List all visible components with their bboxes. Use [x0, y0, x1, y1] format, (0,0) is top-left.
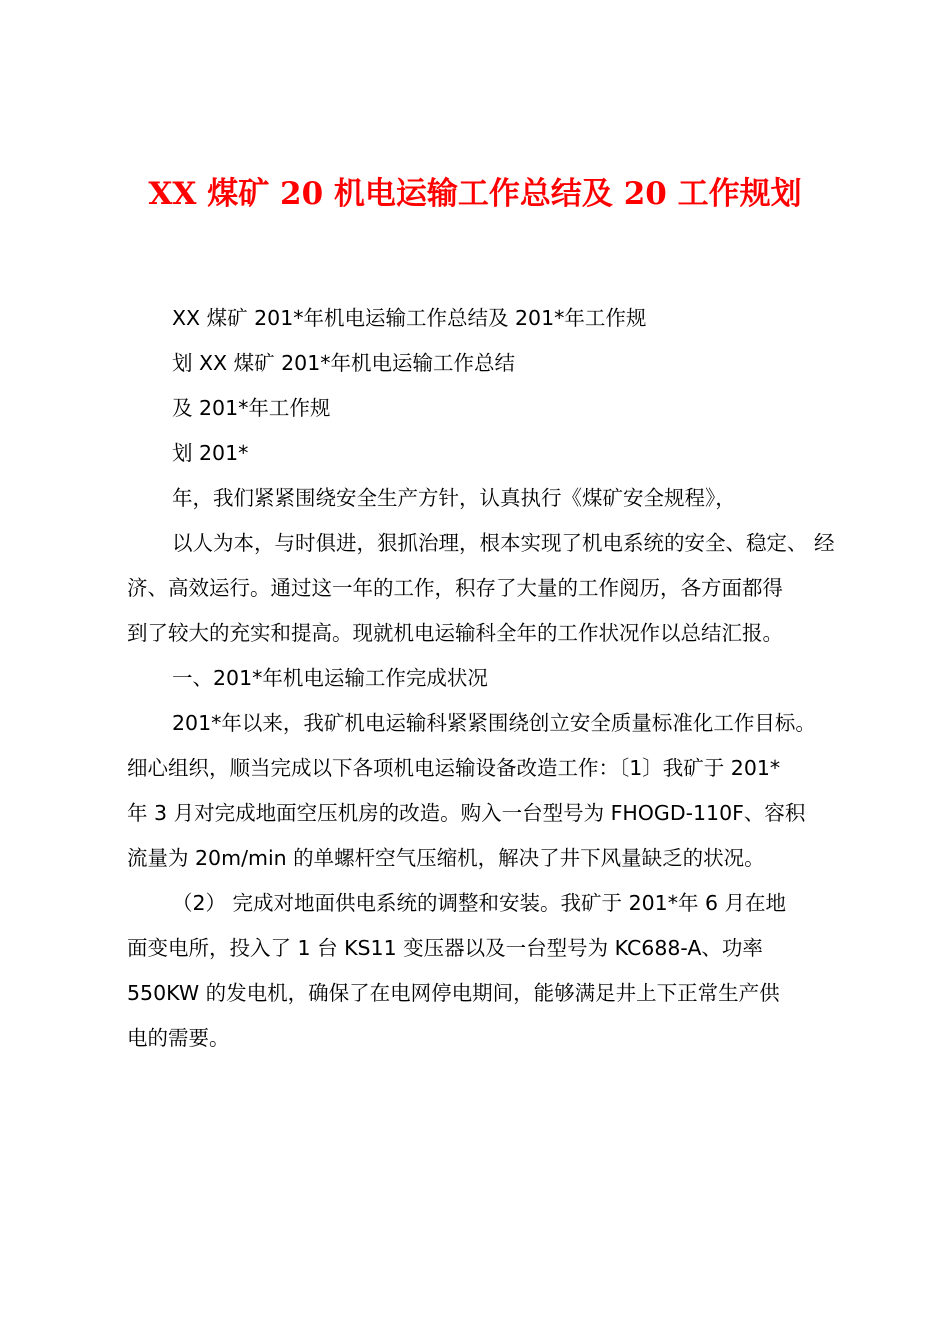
body-line: 流量为 20m/min 的单螺杆空气压缩机，解决了井下风量缺乏的状况。 [127, 846, 765, 870]
body-line: XX 煤矿 201*年机电运输工作总结及 201*年工作规 [172, 306, 647, 330]
body-line: 到了较大的充实和提高。现就机电运输科全年的工作状况作以总结汇报。 [127, 621, 783, 645]
body-line: （2） 完成对地面供电系统的调整和安装。我矿于 201*年 6 月在地 [172, 891, 787, 915]
document-title: XX 煤矿 20 机电运输工作总结及 20 工作规划 [148, 176, 802, 212]
section-heading: 一、201*年机电运输工作完成状况 [172, 666, 488, 690]
body-line: 以人为本，与时俱进，狠抓治理，根本实现了机电系统的安全、稳定、 经 [172, 531, 835, 555]
body-line: 面变电所，投入了 1 台 KS11 变压器以及一台型号为 KC688-A、功率 [127, 936, 763, 960]
body-line: 550KW 的发电机，确保了在电网停电期间，能够满足井上下正常生产供 [127, 981, 780, 1005]
body-line: 201*年以来，我矿机电运输科紧紧围绕创立安全质量标准化工作目标。 [172, 711, 816, 735]
body-line: 划 XX 煤矿 201*年机电运输工作总结 [172, 351, 516, 375]
body-line: 年 3 月对完成地面空压机房的改造。购入一台型号为 FHOGD-110F、容积 [127, 801, 806, 825]
body-line: 划 201* [172, 441, 249, 465]
document-body [127, 296, 857, 1061]
body-line: 及 201*年工作规 [172, 396, 331, 420]
body-line: 细心组织，顺当完成以下各项机电运输设备改造工作：〔1〕我矿于 201* [127, 756, 781, 780]
body-line: 济、高效运行。通过这一年的工作，积存了大量的工作阅历，各方面都得 [127, 576, 783, 600]
body-line: 年，我们紧紧围绕安全生产方针，认真执行《煤矿安全规程》， [172, 486, 736, 510]
body-line: 电的需要。 [127, 1026, 230, 1050]
